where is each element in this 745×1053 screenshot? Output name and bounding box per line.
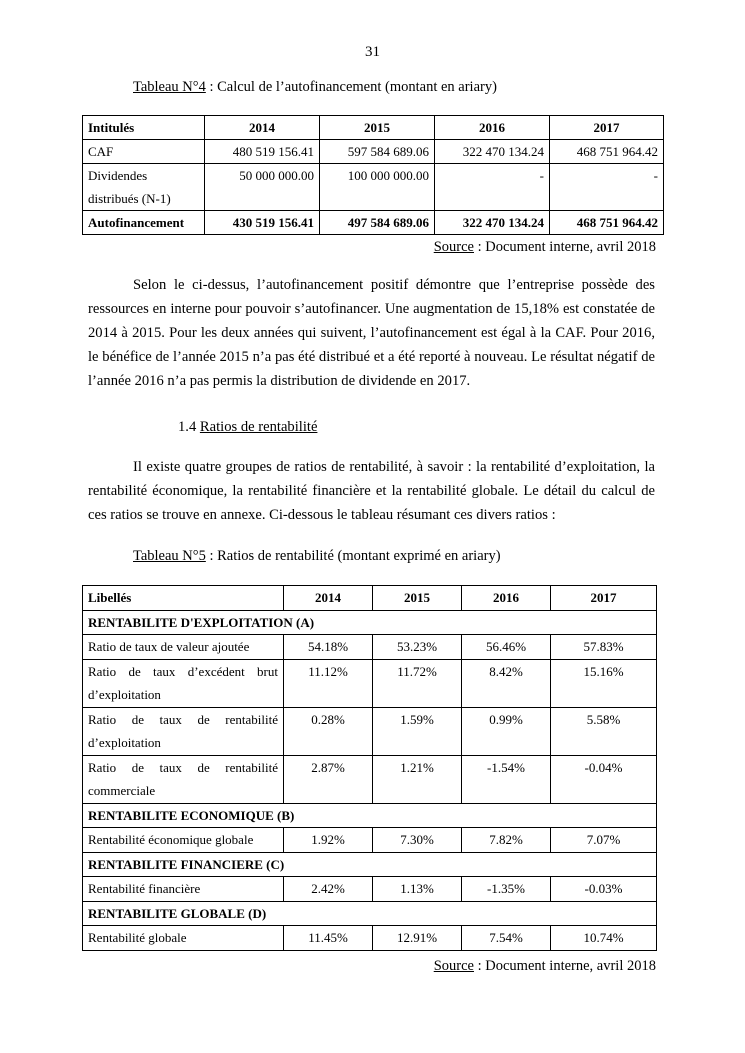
table-row xyxy=(83,755,657,803)
table4-source xyxy=(434,239,656,256)
table-cell: -1.54% xyxy=(462,755,551,803)
table-total-row xyxy=(83,211,664,235)
table-cell: -0.04% xyxy=(551,755,657,803)
table-cell: 322 470 134.24 xyxy=(435,211,550,235)
table-row xyxy=(83,926,657,951)
section-number: 1.4 xyxy=(178,419,200,435)
table-cell: 7.54% xyxy=(462,926,551,951)
row-label: Rentabilité globale xyxy=(83,926,284,951)
table-cell: 0.28% xyxy=(284,707,373,755)
header-cell: 2014 xyxy=(205,116,320,140)
table-cell: 54.18% xyxy=(284,635,373,660)
table-header-row xyxy=(83,116,664,140)
table-row xyxy=(83,828,657,853)
table-cell: 2.42% xyxy=(284,877,373,902)
paragraph-autofinancement: Selon le ci-dessus, l’autofinancement positif démontre que l’entreprise possède des ressources en interne pour pouvoir s’autofinancer. Une augmentation de 15,18% est constatée de 2014 à 2015. Pour les deux années qui suivent, l’autofinancement est égal à la CAF. Pour 2016, le bénéfice de l’année 2015 n’a pas été distribué et a été reporté à nouveau. Le résultat négatif de l’année 2016 n’a pas permis la distribution de dividende en 2017. xyxy=(88,277,655,389)
page-number: 31 xyxy=(365,44,380,60)
header-cell: 2017 xyxy=(550,116,664,140)
table-row xyxy=(83,635,657,660)
header-cell: 2015 xyxy=(373,586,462,611)
table-cell: 57.83% xyxy=(551,635,657,660)
group-title: RENTABILITE FINANCIERE (C) xyxy=(83,852,657,877)
table-cell: 15.16% xyxy=(551,659,657,707)
group-row xyxy=(83,803,657,828)
table-cell: 11.45% xyxy=(284,926,373,951)
table-cell: 10.74% xyxy=(551,926,657,951)
row-label: CAF xyxy=(83,140,205,164)
table-cell: 468 751 964.42 xyxy=(550,140,664,164)
table-row xyxy=(83,164,664,211)
table-cell: -0.03% xyxy=(551,877,657,902)
row-label: Ratio de taux d’excédent brut d’exploitation xyxy=(83,659,284,707)
row-label: Ratio de taux de rentabilité commerciale xyxy=(83,755,284,803)
group-title: RENTABILITE GLOBALE (D) xyxy=(83,901,657,926)
group-title: RENTABILITE ECONOMIQUE (B) xyxy=(83,803,657,828)
table5-caption-text: : Ratios de rentabilité (montant exprimé en ariary) xyxy=(205,548,501,564)
table-cell: 1.92% xyxy=(284,828,373,853)
source-label: Source xyxy=(433,958,474,974)
table-cell: 0.99% xyxy=(462,707,551,755)
table-cell: 56.46% xyxy=(462,635,551,660)
table-cell: 7.82% xyxy=(462,828,551,853)
table-cell: 5.58% xyxy=(551,707,657,755)
table-cell: 468 751 964.42 xyxy=(550,211,664,235)
header-cell: 2015 xyxy=(320,116,435,140)
table-cell: 2.87% xyxy=(284,755,373,803)
table-cell: 100 000 000.00 xyxy=(320,164,435,211)
paragraph-ratios: Il existe quatre groupes de ratios de rentabilité, à savoir : la rentabilité d’exploitation, la rentabilité économique, la rentabilité financière et la rentabilité globale. Le détail du calcul de ces ratios se trouve en annexe. Ci-dessous le tableau résumant ces divers ratios : xyxy=(88,459,655,523)
table-cell: 7.07% xyxy=(551,828,657,853)
header-cell: Libellés xyxy=(83,586,284,611)
table-cell: 1.59% xyxy=(373,707,462,755)
table-cell: 322 470 134.24 xyxy=(435,140,550,164)
table-cell: - xyxy=(435,164,550,211)
table-cell: 480 519 156.41 xyxy=(205,140,320,164)
table5-caption-label: Tableau N°5 xyxy=(133,548,206,564)
table-cell: 12.91% xyxy=(373,926,462,951)
row-label: Dividendes distribués (N-1) xyxy=(83,164,205,211)
section-heading xyxy=(178,419,317,436)
source-text: : Document interne, avril 2018 xyxy=(473,239,656,255)
table5-source xyxy=(434,958,656,975)
table-cell: 7.30% xyxy=(373,828,462,853)
table-cell: 497 584 689.06 xyxy=(320,211,435,235)
header-cell: 2014 xyxy=(284,586,373,611)
header-cell: Intitulés xyxy=(83,116,205,140)
table-row xyxy=(83,877,657,902)
table4-caption-text: : Calcul de l’autofinancement (montant en ariary) xyxy=(205,79,497,95)
group-row xyxy=(83,610,657,635)
group-row xyxy=(83,852,657,877)
group-row xyxy=(83,901,657,926)
table-row xyxy=(83,707,657,755)
row-label: Autofinancement xyxy=(83,211,205,235)
table-cell: 11.72% xyxy=(373,659,462,707)
row-label: Rentabilité économique globale xyxy=(83,828,284,853)
source-label: Source xyxy=(433,239,474,255)
table4-caption-label: Tableau N°4 xyxy=(133,79,206,95)
autofinancement-table xyxy=(82,115,664,235)
row-label: Rentabilité financière xyxy=(83,877,284,902)
table-cell: 50 000 000.00 xyxy=(205,164,320,211)
table-row xyxy=(83,140,664,164)
section-title: Ratios de rentabilité xyxy=(199,419,318,435)
source-text: : Document interne, avril 2018 xyxy=(473,958,656,974)
row-label: Ratio de taux de valeur ajoutée xyxy=(83,635,284,660)
table4-caption xyxy=(133,79,497,96)
table-header-row xyxy=(83,586,657,611)
table-row xyxy=(83,659,657,707)
ratios-table xyxy=(82,585,657,951)
table-cell: - xyxy=(550,164,664,211)
table-cell: 430 519 156.41 xyxy=(205,211,320,235)
table-cell: 11.12% xyxy=(284,659,373,707)
table5-caption xyxy=(133,548,501,565)
header-cell: 2016 xyxy=(435,116,550,140)
row-label: Ratio de taux de rentabilité d’exploitation xyxy=(83,707,284,755)
header-cell: 2016 xyxy=(462,586,551,611)
group-title: RENTABILITE D'EXPLOITATION (A) xyxy=(83,610,657,635)
table-cell: 8.42% xyxy=(462,659,551,707)
table-cell: 1.21% xyxy=(373,755,462,803)
table-cell: 53.23% xyxy=(373,635,462,660)
table-cell: -1.35% xyxy=(462,877,551,902)
table-cell: 597 584 689.06 xyxy=(320,140,435,164)
table-cell: 1.13% xyxy=(373,877,462,902)
header-cell: 2017 xyxy=(551,586,657,611)
